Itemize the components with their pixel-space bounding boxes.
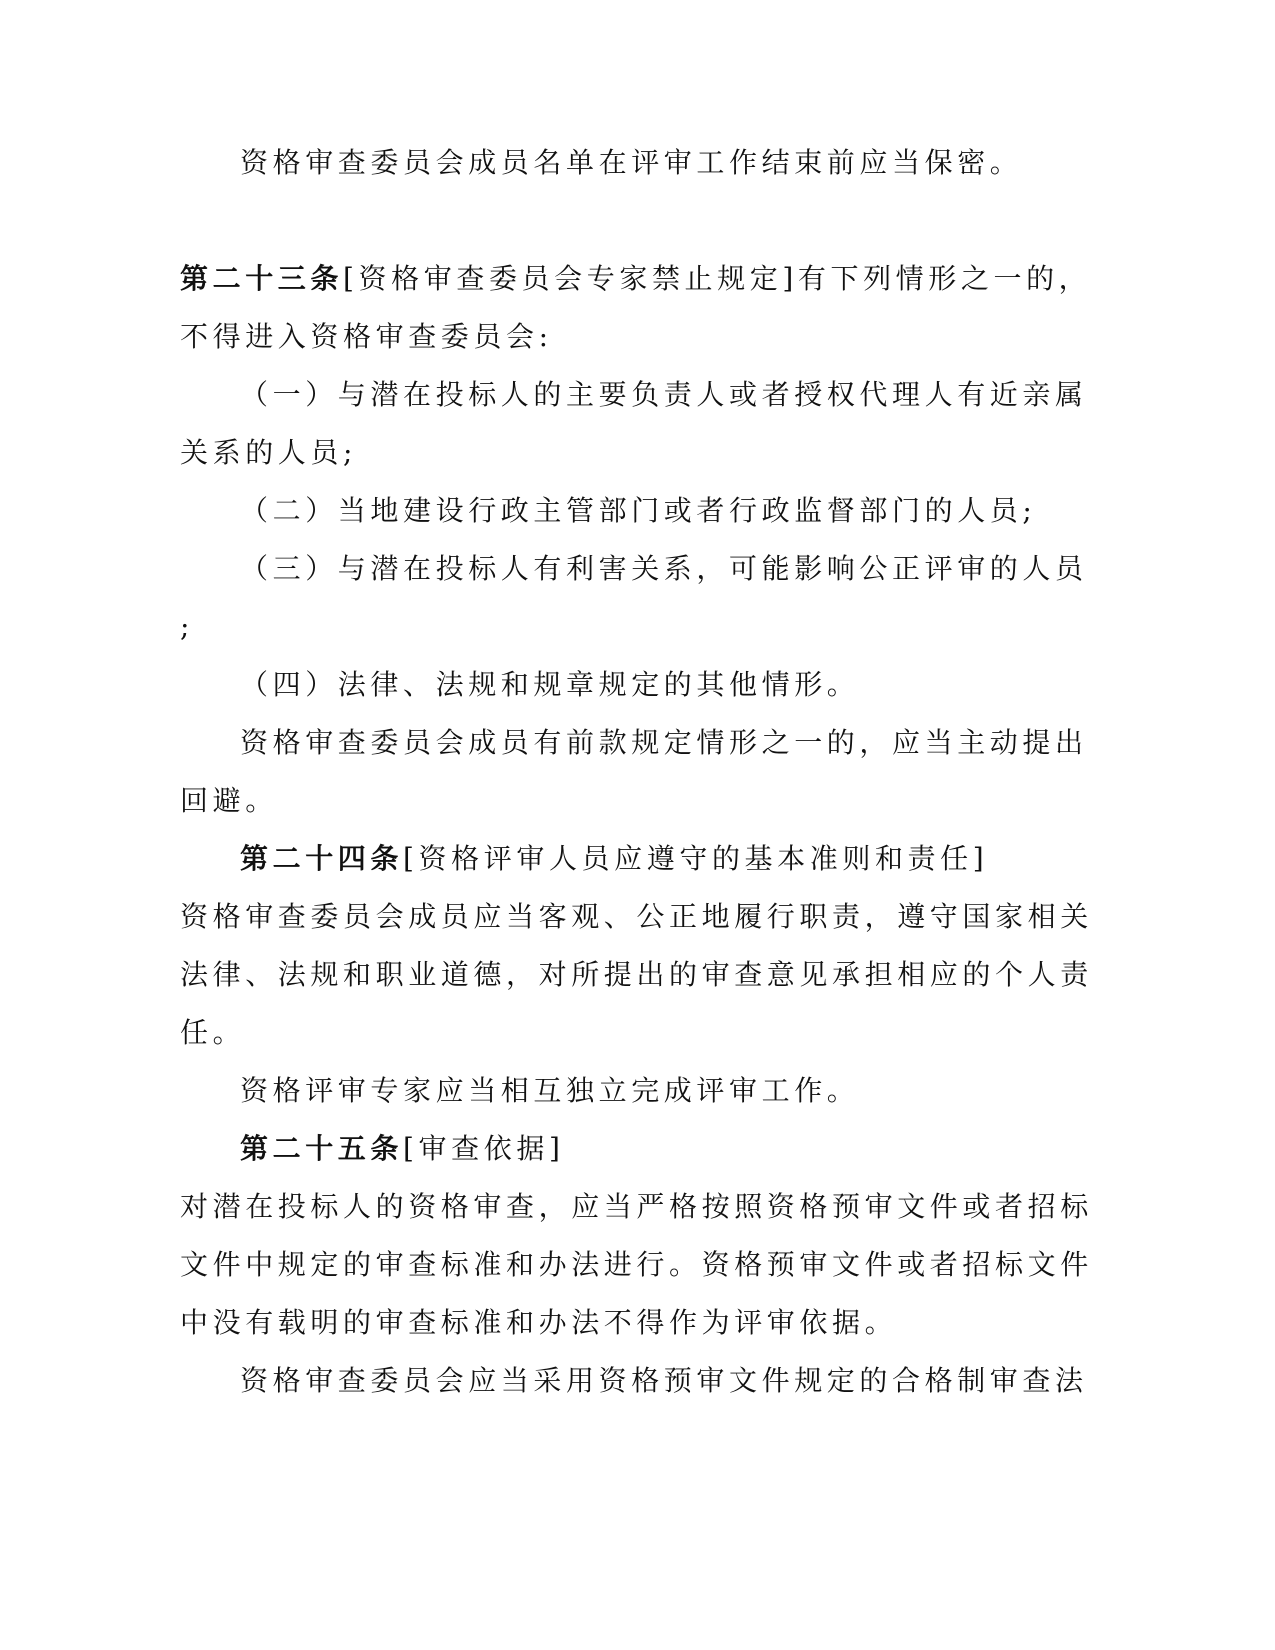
paragraph-confidentiality bbox=[240, 143, 1100, 183]
line-text: 资格审查委员会成员有前款规定情形之一的，应当主动提出 bbox=[240, 726, 1088, 759]
line-text: （三）与潜在投标人有利害关系，可能影响公正评审的人员 bbox=[240, 552, 1088, 585]
article-23-item-2 bbox=[240, 491, 1100, 531]
article-23-item-1-cont bbox=[180, 433, 1100, 473]
article-number: 第二十三条 bbox=[180, 262, 344, 295]
line-text: （四）法律、法规和规章规定的其他情形。 bbox=[240, 668, 860, 701]
line-text: （二）当地建设行政主管部门或者行政监督部门的人员; bbox=[240, 494, 1037, 527]
article-25-line bbox=[180, 1187, 1100, 1227]
line-text: 资格审查委员会应当采用资格预审文件规定的合格制审查法 bbox=[240, 1364, 1088, 1397]
line-text: 不得进入资格审查委员会: bbox=[180, 320, 553, 353]
article-number: 第二十五条 bbox=[240, 1132, 404, 1165]
line-text: 回避。 bbox=[180, 784, 278, 817]
article-24-line bbox=[180, 897, 1100, 937]
article-24-heading bbox=[240, 839, 1100, 879]
line-text: 任。 bbox=[180, 1016, 246, 1049]
line-text: 资格审查委员会成员应当客观、公正地履行职责，遵守国家相关 bbox=[180, 900, 1093, 933]
line-text: 关系的人员; bbox=[180, 436, 358, 469]
line-text: 对潜在投标人的资格审查，应当严格按照资格预审文件或者招标 bbox=[180, 1190, 1093, 1223]
line-text: 资格评审专家应当相互独立完成评审工作。 bbox=[240, 1074, 860, 1107]
article-23-item-1 bbox=[240, 375, 1100, 415]
article-number: 第二十四条 bbox=[240, 842, 404, 875]
line-text: （一）与潜在投标人的主要负责人或者授权代理人有近亲属 bbox=[240, 378, 1088, 411]
article-23-item-3 bbox=[240, 549, 1100, 589]
article-23-item-3-cont bbox=[180, 607, 1100, 647]
line-text: 资格审查委员会成员名单在评审工作结束前应当保密。 bbox=[240, 146, 1023, 179]
article-24-line bbox=[180, 955, 1100, 995]
article-24-independence bbox=[240, 1071, 1100, 1111]
article-25-method bbox=[240, 1361, 1100, 1401]
article-25-line bbox=[180, 1245, 1100, 1285]
article-23-recusal-cont bbox=[180, 781, 1100, 821]
article-24-line bbox=[180, 1013, 1100, 1053]
line-text: 中没有载明的审查标准和办法不得作为评审依据。 bbox=[180, 1306, 898, 1339]
line-text: 法律、法规和职业道德，对所提出的审查意见承担相应的个人责 bbox=[180, 958, 1093, 991]
line-text: [资格审查委员会专家禁止规定]有下列情形之一的， bbox=[343, 262, 1092, 295]
line-text: [审查依据] bbox=[403, 1132, 565, 1165]
line-text: ; bbox=[180, 610, 195, 643]
line-text: 文件中规定的审查标准和办法进行。资格预审文件或者招标文件 bbox=[180, 1248, 1093, 1281]
article-23-line bbox=[180, 317, 1100, 357]
article-23-recusal bbox=[240, 723, 1100, 763]
article-23-heading bbox=[180, 259, 1100, 299]
article-25-line bbox=[180, 1303, 1100, 1343]
article-25-heading bbox=[240, 1129, 1100, 1169]
article-23-item-4 bbox=[240, 665, 1100, 705]
line-text: [资格评审人员应遵守的基本准则和责任] bbox=[403, 842, 989, 875]
